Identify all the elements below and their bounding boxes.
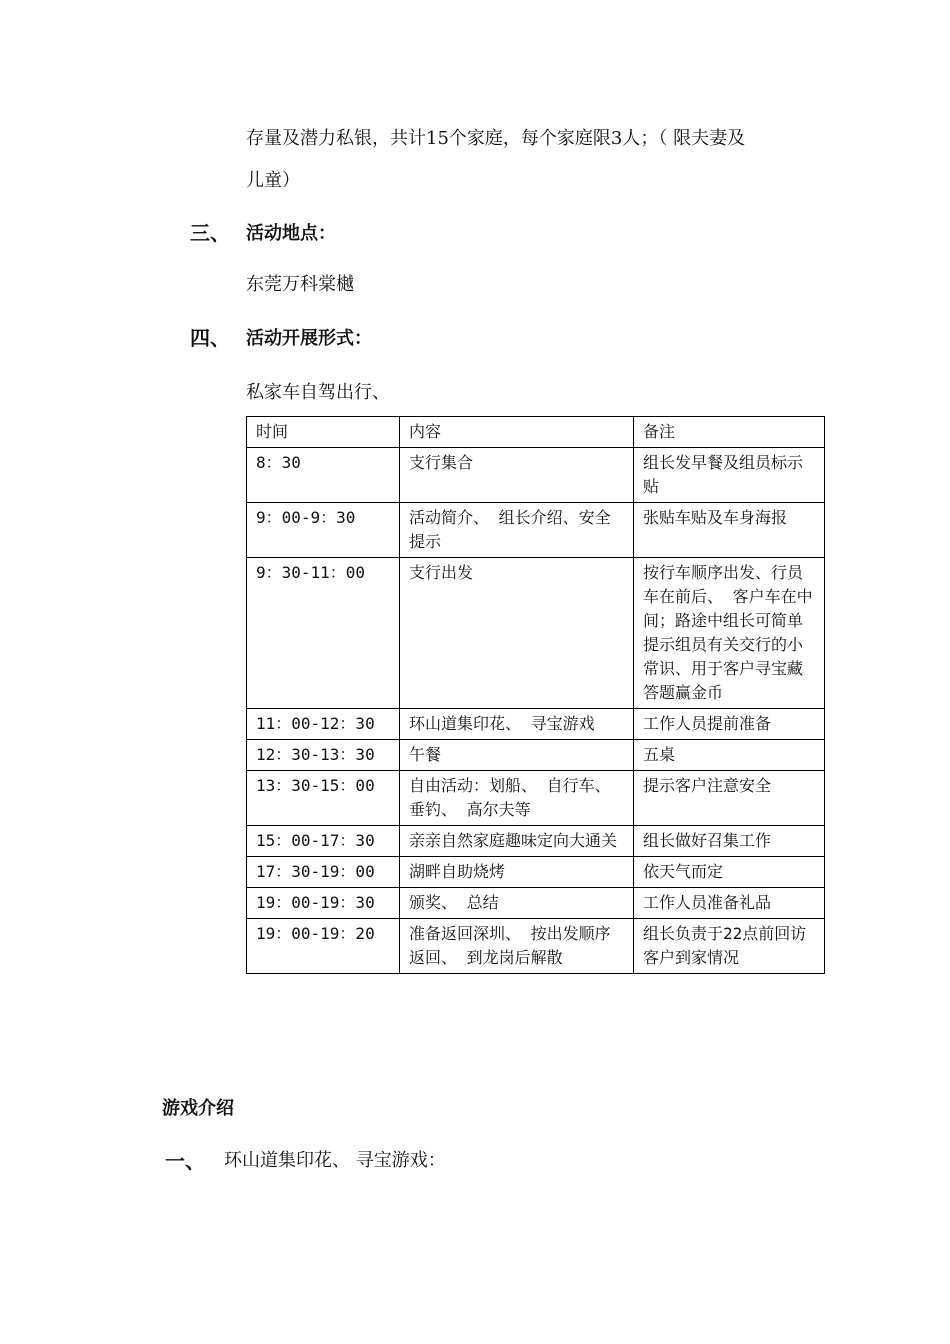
schedule-row — [247, 709, 825, 740]
row-time: 19：00-19：30 — [247, 888, 400, 919]
schedule-header-row — [247, 417, 825, 448]
row-remark: 工作人员准备礼品 — [634, 888, 825, 919]
schedule-row — [247, 740, 825, 771]
game-1-title: 环山道集印花、 寻宝游戏： — [224, 1150, 446, 1171]
section-3-content: 东莞万科棠樾 — [246, 274, 354, 295]
row-content: 湖畔自助烧烤 — [400, 857, 634, 888]
section-3-title: 活动地点： — [246, 223, 336, 244]
row-content: 支行出发 — [400, 558, 634, 709]
row-remark: 组长负责于22点前回访客户到家情况 — [634, 919, 825, 974]
section-3-number: 三、 — [190, 221, 230, 245]
row-time: 9：00-9：30 — [247, 503, 400, 558]
row-remark: 工作人员提前准备 — [634, 709, 825, 740]
schedule-row — [247, 826, 825, 857]
row-time: 9：30-11：00 — [247, 558, 400, 709]
row-content: 午餐 — [400, 740, 634, 771]
row-time: 11：00-12：30 — [247, 709, 400, 740]
row-content: 颁奖、 总结 — [400, 888, 634, 919]
row-time: 8：30 — [247, 448, 400, 503]
schedule-row — [247, 558, 825, 709]
schedule-row — [247, 503, 825, 558]
row-remark: 五桌 — [634, 740, 825, 771]
section-4-number: 四、 — [190, 326, 230, 350]
row-content: 亲亲自然家庭趣味定向大通关 — [400, 826, 634, 857]
row-remark: 组长发早餐及组员标示贴 — [634, 448, 825, 503]
schedule-row — [247, 919, 825, 974]
header-time: 时间 — [247, 417, 400, 448]
row-time: 19：00-19：20 — [247, 919, 400, 974]
row-content: 活动简介、 组长介绍、安全提示 — [400, 503, 634, 558]
header-remark: 备注 — [634, 417, 825, 448]
schedule-row — [247, 857, 825, 888]
row-remark: 按行车顺序出发、行员车在前后、 客户车在中间；路途中组长可简单提示组员有关交行的小常识、用于客户寻宝藏答题赢金币 — [634, 558, 825, 709]
row-remark: 依天气而定 — [634, 857, 825, 888]
schedule-row — [247, 888, 825, 919]
section-4-content: 私家车自驾出行、 — [246, 382, 390, 403]
header-content: 内容 — [400, 417, 634, 448]
row-time: 12：30-13：30 — [247, 740, 400, 771]
row-content: 环山道集印花、 寻宝游戏 — [400, 709, 634, 740]
row-remark: 提示客户注意安全 — [634, 771, 825, 826]
schedule-row — [247, 448, 825, 503]
row-time: 15：00-17：30 — [247, 826, 400, 857]
row-time: 13：30-15：00 — [247, 771, 400, 826]
row-content: 准备返回深圳、 按出发顺序返回、 到龙岗后解散 — [400, 919, 634, 974]
row-remark: 组长做好召集工作 — [634, 826, 825, 857]
schedule-row — [247, 771, 825, 826]
intro-line-1: 存量及潜力私银，共计15个家庭，每个家庭限3人；（ 限夫妻及 — [246, 128, 746, 149]
row-content: 支行集合 — [400, 448, 634, 503]
game-1-number: 一、 — [165, 1149, 205, 1173]
row-time: 17：30-19：00 — [247, 857, 400, 888]
row-content: 自由活动：划船、 自行车、 垂钓、 高尔夫等 — [400, 771, 634, 826]
row-remark: 张贴车贴及车身海报 — [634, 503, 825, 558]
schedule-table — [246, 416, 825, 974]
games-heading: 游戏介绍 — [162, 1098, 234, 1119]
intro-line-2: 儿童） — [246, 170, 300, 191]
section-4-title: 活动开展形式： — [246, 328, 372, 349]
